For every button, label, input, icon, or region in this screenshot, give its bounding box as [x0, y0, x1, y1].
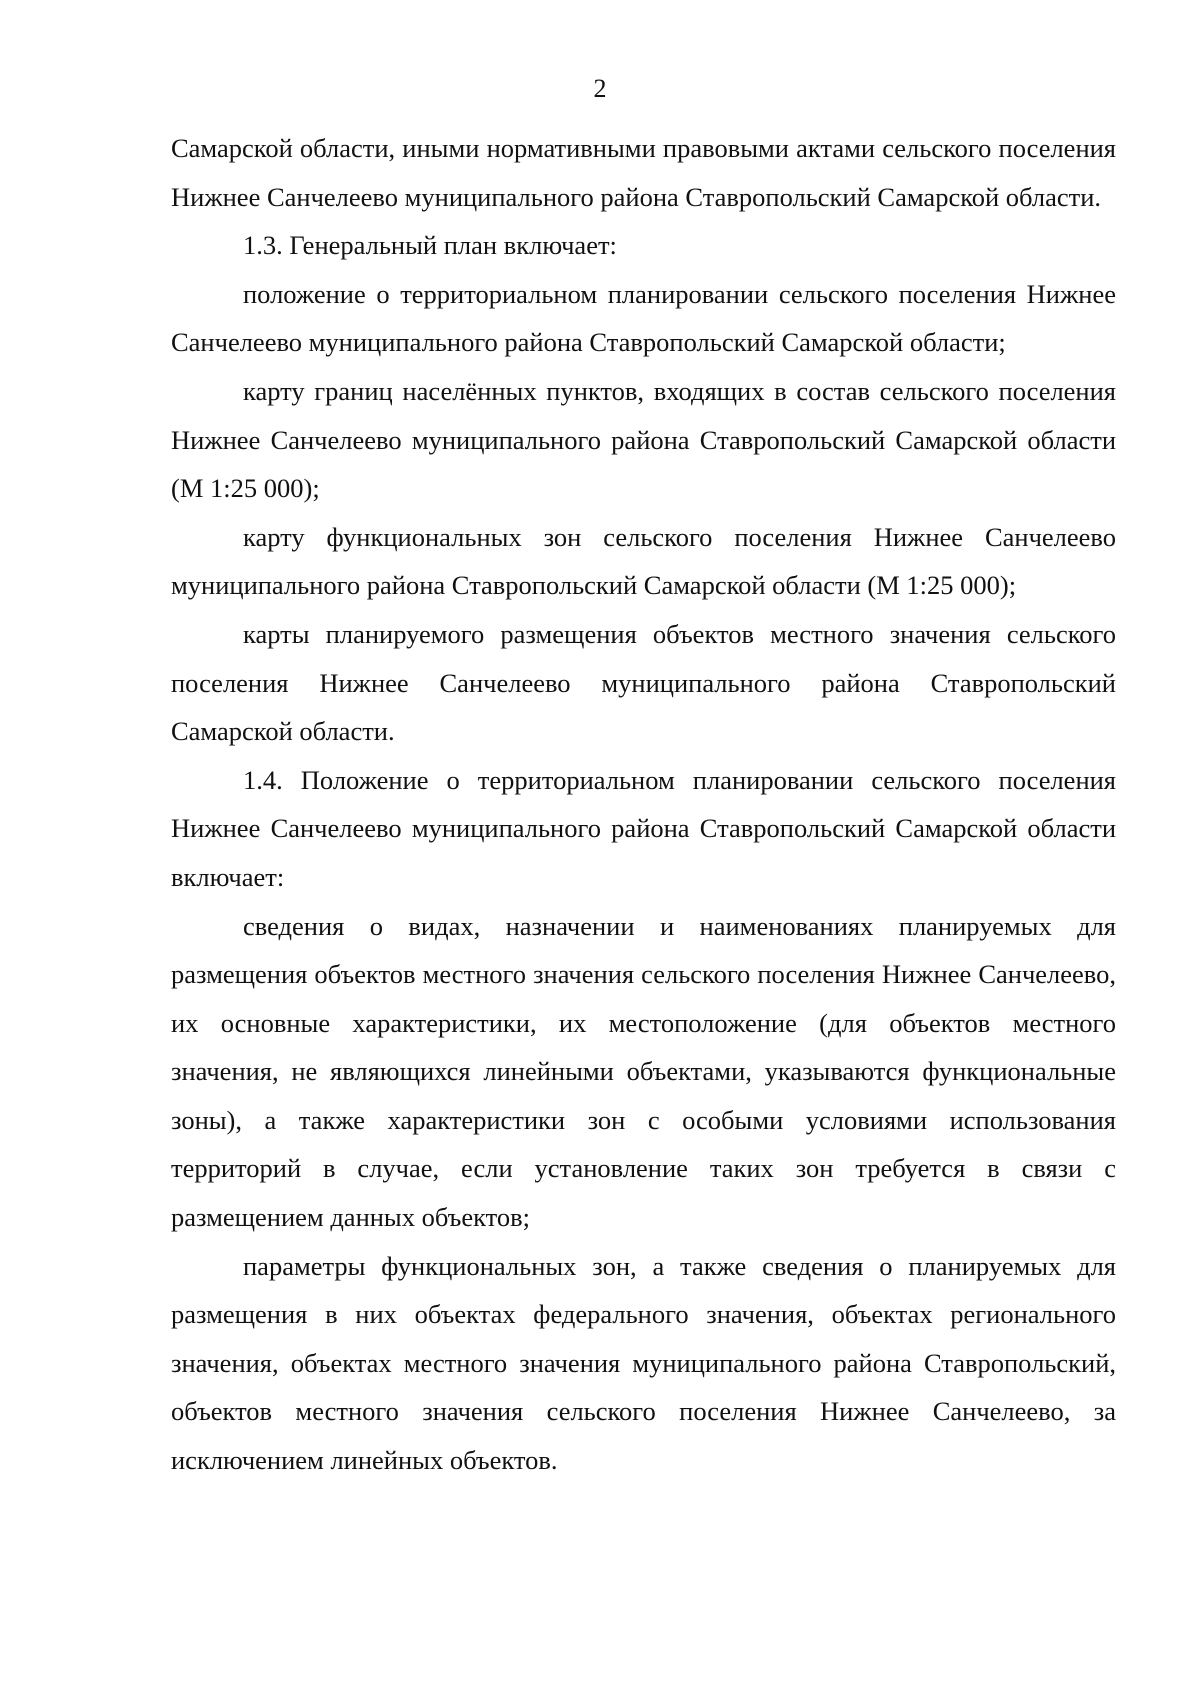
paragraph-list-item: карту границ населённых пунктов, входящих в состав сельского поселения Нижнее Санчелеево муниципального района Ставропольский Самарской области (М 1:25 000);: [171, 375, 1116, 504]
paragraph-list-item: положение о территориальном планировании сельского поселения Нижнее Санчелеево муниципального района Ставропольский Самарской области;: [171, 278, 1116, 358]
paragraph-list-item: сведения о видах, назначении и наименованиях планируемых для размещения объектов местного значения сельского поселения Нижнее Санчелеево, их основные характеристики, их местоположение (для объектов местного значения, не являющихся линейными объектами, указываются функциональные зоны), а также характеристики зон с особыми условиями использования территорий в случае, если установление таких зон требуется в связи с размещением данных объектов;: [171, 910, 1116, 1233]
paragraph-list-item: карты планируемого размещения объектов местного значения сельского поселения Нижнее Санчелеево муниципального района Ставропольский Самарской области.: [171, 618, 1116, 747]
paragraph-section-1-3-heading: 1.3. Генеральный план включает:: [243, 230, 617, 261]
document-body: [171, 124, 1116, 1485]
paragraph-list-item: параметры функциональных зон, а также сведения о планируемых для размещения в них объектах федерального значения, объектах регионального значения, объектах местного значения муниципального района Ставропольский, объектов местного значения сельского поселения Нижнее Санчелеево, за исключением линейных объектов.: [171, 1250, 1116, 1476]
paragraph-section-1-4-heading: 1.4. Положение о территориальном планировании сельского поселения Нижнее Санчелеево муниципального района Ставропольский Самарской области включает:: [171, 764, 1116, 892]
paragraph-continuation: Самарской области, иными нормативными правовыми актами сельского поселения Нижнее Санчелеево муниципального района Ставропольский Самарской области.: [171, 133, 1116, 212]
paragraph-list-item: карту функциональных зон сельского поселения Нижнее Санчелеево муниципального района Ставропольский Самарской области (М 1:25 000);: [171, 521, 1116, 601]
page-number: 2: [593, 74, 607, 103]
